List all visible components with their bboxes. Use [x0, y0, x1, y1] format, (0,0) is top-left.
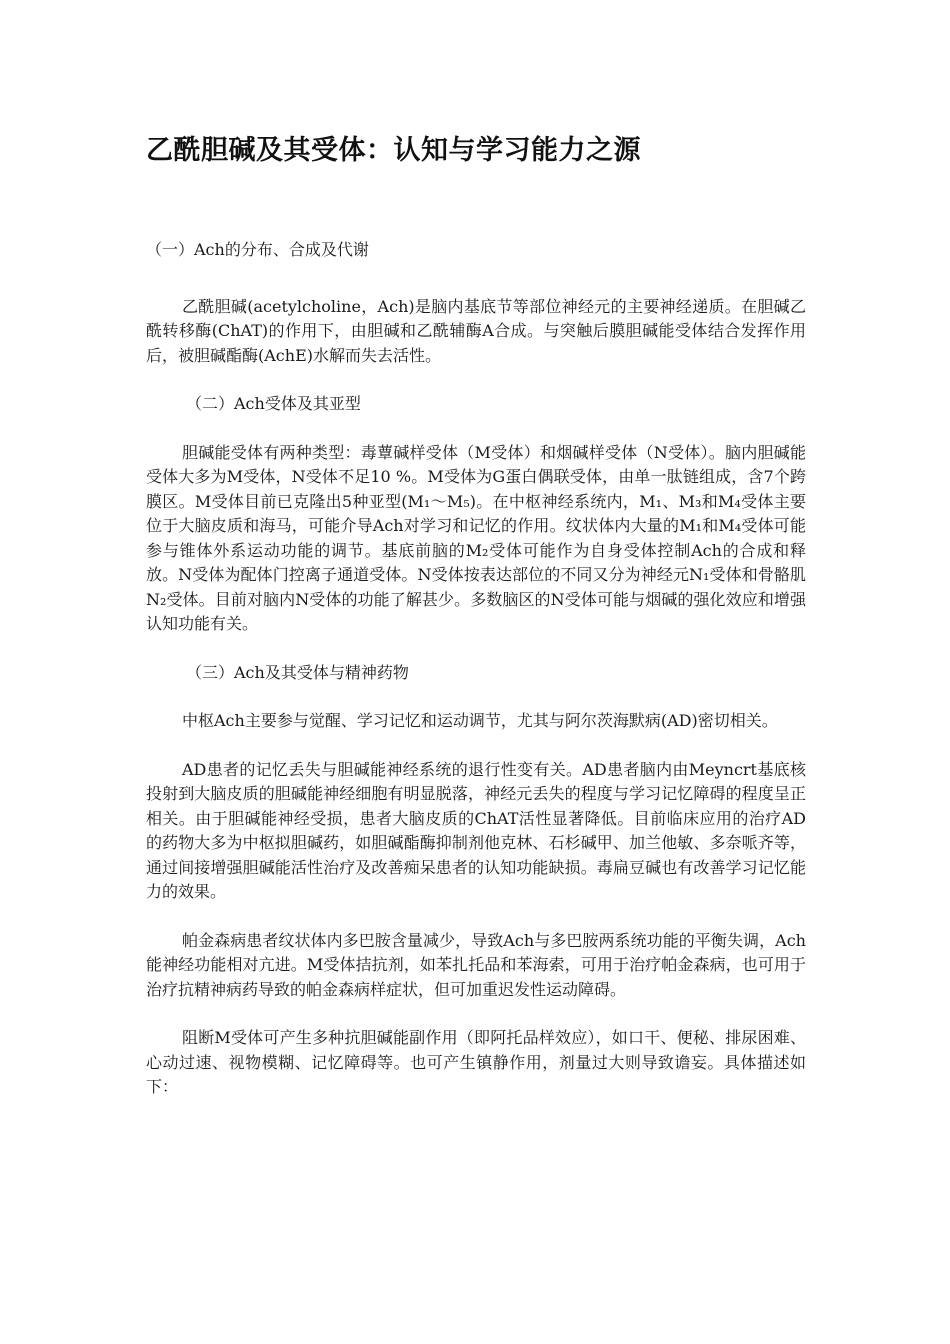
section-distribution — [146, 238, 806, 368]
section-receptors — [146, 392, 806, 637]
section-psychotropic-drugs — [146, 661, 806, 1100]
body-paragraph: AD患者的记忆丢失与胆碱能神经系统的退行性变有关。AD患者脑内由Meyncrt基底核投射到大脑皮质的胆碱能神经细胞有明显脱落，神经元丢失的程度与学习记忆障碍的程度呈正相关。由于胆碱能神经受损，患者大脑皮质的ChAT活性显著降低。目前临床应用的治疗AD的药物大多为中枢拟胆碱药，如胆碱酯酶抑制剂他克林、石杉碱甲、加兰他敏、多奈哌齐等，通过间接增强胆碱能活性治疗及改善痴呆患者的认知功能缺损。毒扁豆碱也有改善学习记忆能力的效果。 — [146, 759, 806, 901]
section-heading: （一）Ach的分布、合成及代谢 — [146, 240, 369, 259]
body-paragraph: 胆碱能受体有两种类型：毒蕈碱样受体（M受体）和烟碱样受体（N受体）。脑内胆碱能受体大多为M受体，N受体不足10 %。M受体为G蛋白偶联受体，由单一肽链组成，含7个跨膜区。M受体目前已克隆出5种亚型(M₁～M₅)。在中枢神经系统内，M₁、M₃和M₄受体主要位于大脑皮质和海马，可能介导Ach对学习和记忆的作用。纹状体内大量的M₁和M₄受体可能参与锥体外系运动功能的调节。基底前脑的M₂受体可能作为自身受体控制Ach的合成和释放。N受体为配体门控离子通道受体。N受体按表达部位的不同又分为神经元N₁受体和骨骼肌N₂受体。目前对脑内N受体的功能了解甚少。多数脑区的N受体可能与烟碱的强化效应和增强认知功能有关。 — [146, 442, 806, 633]
body-paragraph: 阻断M受体可产生多种抗胆碱能副作用（即阿托品样效应），如口干、便秘、排尿困难、心动过速、视物模糊、记忆障碍等。也可产生镇静作用，剂量过大则导致谵妄。具体描述如下： — [146, 1028, 806, 1096]
body-paragraph: 中枢Ach主要参与觉醒、学习记忆和运动调节，尤其与阿尔茨海默病(AD)密切相关。 — [182, 711, 778, 730]
section-heading: （二）Ach受体及其亚型 — [186, 394, 361, 413]
section-heading: （三）Ach及其受体与精神药物 — [186, 662, 409, 682]
body-paragraph: 帕金森病患者纹状体内多巴胺含量减少，导致Ach与多巴胺两系统功能的平衡失调，Ach能神经功能相对亢进。M受体拮抗剂，如苯扎托品和苯海索，可用于治疗帕金森病，也可用于治疗抗精神病药导致的帕金森病样症状，但可加重迟发性运动障碍。 — [146, 930, 806, 999]
document-title: 乙酰胆碱及其受体：认知与学习能力之源 — [146, 135, 641, 166]
body-paragraph: 乙酰胆碱(acetylcholine，Ach)是脑内基底节等部位神经元的主要神经递质。在胆碱乙酰转移酶(ChAT)的作用下，由胆碱和乙酰辅酶A合成。与突触后膜胆碱能受体结合发挥作用后，被胆碱酯酶(AchE)水解而失去活性。 — [146, 296, 806, 365]
document-body — [146, 238, 806, 1124]
